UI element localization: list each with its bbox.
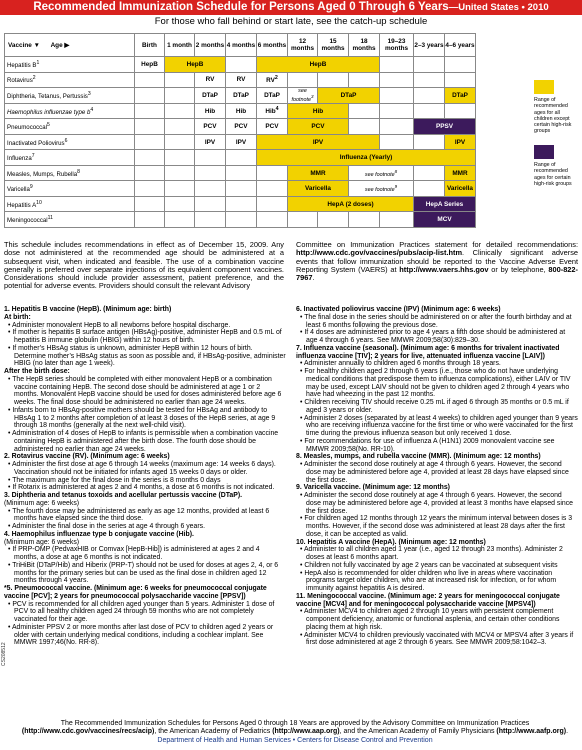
- footnote-text: • Children not fully vaccinated by age 2 years can be vaccinated at subsequent visits: [300, 561, 558, 569]
- row-varicella: [5, 181, 476, 197]
- footnote-text: • Infants born to HBsAg-positive mothers should be tested for HBsAg and antibody to HBsAg 1 to 2 months after completion of at least 3 doses of the HepB series, at age 9 through 18 months (generally at the next well-child visit).: [8, 406, 276, 430]
- dose-range: HepA (2 doses): [288, 196, 414, 212]
- dose-range: MMR: [288, 165, 349, 181]
- dose-range: HepB: [257, 57, 380, 73]
- footnote-text: • If PRP-OMP (PedvaxHIB or Comvax [HepB-Hib]) is administered at ages 2 and 4 months, a dose at age 6 months is not indicated.: [8, 546, 260, 561]
- dose-range: IPV: [445, 134, 476, 150]
- legend-text-high-risk: Range of recommended ages for certain high-risk groups: [534, 162, 572, 187]
- age-18-months: 18 months: [349, 34, 380, 57]
- footnote-heading: 6. Inactivated poliovirus vaccine (IPV) (Minimum age: 6 weeks): [296, 306, 501, 313]
- age-header-row: [5, 34, 476, 57]
- footnote-text: • If 4 doses are administered prior to age 4 years a fifth dose should be administered at age 4 through 6 years. See MMWR 2009;58(30):829–30.: [300, 329, 566, 344]
- footnote-text: • The HepB series should be completed with either monovalent HepB or a combination vaccine containing HepB. The second dose should be administered at age 1 or 2 months. Monovalent HepB vaccine should be used for doses administered before age 6 weeks. The final dose should be administered no earlier than age 24 weeks.: [8, 375, 282, 406]
- dose-range-high-risk: MCV: [414, 212, 476, 228]
- dose-cell: IPV: [195, 134, 226, 150]
- footnote-text: • For healthy children aged 2 through 6 years (i.e., those who do not have underlying medical conditions that predispose them to influenza complications), either LAIV or TIV may be used, except LAIV should not be given to children aged 2 through 4 years who have had wheezing in the past 12 months.: [300, 368, 571, 399]
- footnote-text: • Administer the second dose routinely at age 4 through 6 years. However, the second dose may be administered before age 4, provided at least 28 days have elapsed since the first dose.: [300, 461, 569, 484]
- row-meningococcal: [5, 212, 476, 228]
- dose-cell: DTaP: [257, 88, 288, 104]
- title-suffix: —United States • 2010: [448, 2, 549, 13]
- legend-routine: [534, 80, 578, 135]
- footnote-heading: 3. Diphtheria and tetanus toxoids and acellular pertussis vaccine (DTaP).: [4, 492, 243, 499]
- footnote-text: • If mother’s HBsAg status is unknown, administer HepB within 12 hours of birth. Determine mother’s HBsAg status as soon as possible and, if HBsAg-positive, administer HBIG (no later than age 1 week).: [8, 344, 286, 368]
- age-2-3-years: 2–3 years: [414, 34, 445, 57]
- footnote-text: • HepA also is recommended for older children who live in areas where vaccination programs target older children, who are at increased risk for infection, or for whom immunity against hepatitis A is desired.: [300, 569, 557, 592]
- aafp-link[interactable]: (http://www.aafp.org): [496, 728, 567, 736]
- dose-cell: RV: [195, 72, 226, 88]
- footnote-heading: At birth:: [4, 313, 31, 321]
- vaccine-name: Haemophilus influenzae type $b^4$: [5, 103, 135, 119]
- title-bar: [0, 0, 582, 15]
- aap-link[interactable]: (http://www.aap.org): [272, 728, 340, 736]
- footnote-ref: see footnote$^8$: [349, 165, 414, 181]
- footnote-text: • For children aged 12 months through 12 years the minimum interval between doses is 3 months. However, if the second dose was administered at least 28 days after the first dose, it can be accepted as valid.: [300, 515, 573, 538]
- footnote-heading: *5. Pneumococcal vaccine. (Minimum age: 6 weeks for pneumococcal conjugate vaccine [PCV]; 2 years for pneumococcal polysaccharide vaccine [PPSV]): [4, 585, 267, 600]
- row-hepatitis-a: [5, 196, 476, 212]
- age-12-months: 12 months: [288, 34, 318, 57]
- vaccine-name: Hepatitis $A^{10}$: [5, 196, 135, 212]
- schedule-table: [4, 33, 476, 228]
- footnote-heading: 7. Influenza vaccine (seasonal). (Minimum age: 6 months for trivalent inactivated influenza vaccine [TIV]; 2 years for live, attenuated influenza vaccine [LAIV]): [296, 344, 560, 360]
- dose-cell: PCV: [195, 119, 226, 135]
- footnote-heading: 10. Hepatitis A vaccine (HepA). (Minimum age: 12 months): [296, 538, 486, 546]
- dose-range: Hib: [288, 103, 349, 119]
- footnote-text: • If mother is hepatitis B surface antigen (HBsAg)-positive, administer HepB and 0.5 mL of hepatitis B immune globulin (HBIG) within 12 hours of birth.: [8, 329, 282, 344]
- age-birth: Birth: [135, 34, 165, 57]
- footnote-text: • Administer the final dose in the series at age 4 through 6 years.: [8, 523, 205, 530]
- age-15-months: 15 months: [318, 34, 349, 57]
- vaers-link[interactable]: http://www.vaers.hhs.gov: [399, 264, 489, 274]
- row-dtap: [5, 88, 476, 104]
- footnote-text: • Administer annually to children aged 6 months through 18 years.: [300, 360, 501, 368]
- footnote-text: • Children receiving TIV should receive 0.25 mL if aged 6 through 35 months or 0.5 mL if aged 3 years or older.: [300, 399, 569, 414]
- dose-range: HepB: [165, 57, 226, 73]
- row-ipv: [5, 134, 476, 150]
- row-influenza: [5, 150, 476, 166]
- vaccine-name: Inactivated Poliovirus$^6$: [5, 134, 135, 150]
- dose-range: DTaP: [445, 88, 476, 104]
- subtitle: For those who fall behind or start late, see the catch-up schedule: [154, 16, 428, 27]
- row-pneumococcal: [5, 119, 476, 135]
- vaccine-age-header: Vaccine ▼ Age ▶: [5, 34, 135, 57]
- intro-left: This schedule includes recommendations in effect as of December 15, 2009. Any dose not administered at the recommended age should be administered at a subsequent visit, when indicated and feasible. The use of a combination vaccine generally is preferred over separate injections of its equivalent component vaccines. Considerations should include provider assessment, patient preference, and the potential for adverse events. Providers should consult the relevant Advisory: [4, 240, 284, 291]
- dose-range: Influenza (Yearly): [257, 150, 476, 166]
- dose-cell: Hib: [226, 103, 257, 119]
- footnote-heading: After the birth dose:: [4, 368, 70, 375]
- footer: [10, 720, 580, 745]
- vaccine-name: Pneumococcal$^5$: [5, 119, 135, 135]
- footnote-text: • For recommendations for use of influenza A (H1N1) 2009 monovalent vaccine see MMWR 2009;58(No. RR-10).: [300, 437, 555, 453]
- footnote-heading: 1. Hepatitis B vaccine (HepB). (Minimum age: birth): [4, 306, 172, 313]
- row-hepatitis-b: [5, 57, 476, 73]
- footnote-text: • TriHiBit (DTaP/Hib) and Hiberix (PRP-T) should not be used for doses at ages 2, 4, or 6 months for the primary series but can be used as the final dose in children aged 12 months through 4 years.: [8, 561, 279, 585]
- footnote-text: (Minimum age: 6 weeks): [4, 499, 80, 507]
- footnote-heading: 8. Measles, mumps, and rubella vaccine (MMR). (Minimum age: 12 months): [296, 453, 541, 461]
- dose-cell: IPV: [226, 134, 257, 150]
- footer-line-1: The Recommended Immunization Schedules for Persons Aged 0 through 18 Years are approved by the Advisory Committee on Immunization Practices: [60, 720, 530, 727]
- vaccine-name: Measles, Mumps, Rubella$^8$: [5, 165, 135, 181]
- footnote-text: • If Rotarix is administered at ages 2 and 4 months, a dose at 6 months is not indicated.: [8, 484, 275, 492]
- footnote-text: • Administer 2 doses (separated by at least 4 weeks) to children aged younger than 9 years who are receiving influenza vaccine for the first time or who were vaccinated for the first time during the previous influenza season but only received 1 dose.: [300, 414, 578, 437]
- age-6-months: 6 months: [257, 34, 288, 57]
- footnote-text: • Administration of 4 doses of HepB to infants is permissible when a combination vaccine containing HepB is administered after the birth dose. The fourth dose should be administered no earlier than age 24 weeks.: [8, 430, 279, 453]
- legend-high-risk: [534, 145, 578, 187]
- footnote-heading: 2. Rotavirus vaccine (RV). (Minimum age: 6 weeks): [4, 453, 170, 461]
- footnote-text: • Administer monovalent HepB to all newborns before hospital discharge.: [8, 321, 231, 329]
- row-hib: [5, 103, 476, 119]
- dose-range: PCV: [288, 119, 349, 135]
- dose-cell: PCV: [226, 119, 257, 135]
- dose-range: IPV: [257, 134, 380, 150]
- footnote-ref: see footnote$^9$: [349, 181, 414, 197]
- intro-right: Committee on Immunization Practices statement for detailed recommendations: http://www.cdc.gov/vaccines/pubs/acip-list.htm. Clinically significant adverse events that follow immunization should be reported to the Vaccine Adverse Event Reporting System (VAERS) at http://www.vaers.hhs.gov or by telephone, 800-822-7967.: [296, 240, 578, 283]
- legend-swatch-purple: [534, 145, 554, 159]
- age-19-23-months: 19–23 months: [380, 34, 414, 57]
- acip-recs-link[interactable]: (http://www.cdc.gov/vaccines/recs/acip): [21, 728, 155, 736]
- dose-range: Varicella: [288, 181, 349, 197]
- footnote-heading: 9. Varicella vaccine. (Minimum age: 12 months): [296, 484, 450, 492]
- dose-range-high-risk: PPSV: [414, 119, 476, 135]
- vaccine-name: Rotavirus$^2$: [5, 72, 135, 88]
- footnotes-left: [4, 306, 286, 647]
- dose-cell: RV: [226, 72, 257, 88]
- age-2-months: 2 months: [195, 34, 226, 57]
- row-rotavirus: [5, 72, 476, 88]
- footnote-text: • Administer PPSV 2 or more months after last dose of PCV to children aged 2 years or older with certain underlying medical conditions, including a cochlear implant. See MMWR 1997;46(No. RR-8).: [8, 623, 274, 647]
- row-mmr: [5, 165, 476, 181]
- department-line: Department of Health and Human Services • Centers for Disease Control and Prevention: [157, 736, 433, 744]
- legend-swatch-yellow: [534, 80, 554, 94]
- dose-cell: DTaP: [226, 88, 257, 104]
- document-id: CS208512: [1, 642, 7, 666]
- dose-cell: HepB: [135, 57, 165, 73]
- dose-cell: Hib$^4$: [257, 103, 288, 119]
- footnote-text: (Minimum age: 6 weeks): [4, 538, 80, 546]
- acip-link[interactable]: http://www.cdc.gov/vaccines/pubs/acip-list.htm: [296, 248, 463, 258]
- age-1-month: 1 month: [165, 34, 195, 57]
- dose-cell: DTaP: [195, 88, 226, 104]
- footnote-text: • Administer to all children aged 1 year (i.e., aged 12 through 23 months). Administer 2 doses at least 6 months apart.: [300, 546, 563, 561]
- footnote-text: • Administer MCV4 to children aged 2 through 10 years with persistent complement component deficiency, anatomic or functional asplenia, and certain other conditions placing them at high risk.: [300, 608, 560, 631]
- footnote-heading: 4. Haemophilus influenzae type b conjugate vaccine (Hib).: [4, 530, 194, 538]
- vaccine-name: Meningococcal$^{11}$: [5, 212, 135, 228]
- footnote-text: • Administer the second dose routinely at age 4 through 6 years. However, the second dose may be administered before age 4, provided at least 3 months have elapsed since the first dose.: [300, 492, 573, 515]
- vaccine-name: Diphtheria, Tetanus, Pertussis$^3$: [5, 88, 135, 104]
- footnote-text: • Administer MCV4 to children previously vaccinated with MCV4 or MPSV4 after 3 years if first dose administered at age 2 through 6 years. See MMWR 2009;58:1042–3.: [300, 631, 574, 647]
- dose-range-high-risk: HepA Series: [414, 196, 476, 212]
- vaccine-name: Hepatitis $B^1$: [5, 57, 135, 73]
- footnote-text: • The fourth dose may be administered as early as age 12 months, provided at least 6 months have elapsed since the third dose.: [8, 507, 270, 523]
- dose-range: Varicella: [445, 181, 476, 197]
- vaccine-name: Influenza$^7$: [5, 150, 135, 166]
- dose-range: MMR: [445, 165, 476, 181]
- footnote-text: • The maximum age for the final dose in the series is 8 months 0 days: [8, 476, 221, 484]
- age-4-months: 4 months: [226, 34, 257, 57]
- dose-cell: Hib: [195, 103, 226, 119]
- vaccine-name: Varicella$^9$: [5, 181, 135, 197]
- dose-cell: $RV^2$: [257, 72, 288, 88]
- page-title: Recommended Immunization Schedule for Persons Aged 0 Through 6 Years: [33, 1, 449, 13]
- age-4-6-years: 4–6 years: [445, 34, 476, 57]
- footer-line-2: (http://www.cdc.gov/vaccines/recs/acip), the American Academy of Pediatrics (http://www.aap.org), and the American Academy of Family Physicians (http://www.aafp.org).: [21, 728, 569, 736]
- phone-number: 800-822-7967: [296, 264, 578, 283]
- dose-range: DTaP: [318, 88, 380, 104]
- legend-text-routine: Range of recommended ages for all children except certain high-risk groups: [534, 97, 572, 135]
- footnote-text: • PCV is recommended for all children aged younger than 5 years. Administer 1 dose of PCV to all healthy children aged 24 through 59 months who are not completely vaccinated for their age.: [8, 600, 275, 623]
- footnote-heading: 11. Meningococcal vaccine. (Minimum age: 2 years for meningococcal conjugate vaccine [MCV4] and for meningococcal polysaccharide vaccine [MPSV4]): [296, 592, 560, 608]
- footnotes-right: [296, 306, 578, 647]
- footnote-ref: see footnote$^3$: [288, 88, 318, 104]
- footnote-text: • Administer the first dose at age 6 through 14 weeks (maximum age: 14 weeks 6 days). Vaccination should not be initiated for infants aged 15 weeks 0 days or older.: [8, 461, 276, 476]
- dose-cell: PCV: [257, 119, 288, 135]
- footnote-text: • The final dose in the series should be administered on or after the fourth birthday and at least 6 months following the previous dose.: [300, 313, 572, 329]
